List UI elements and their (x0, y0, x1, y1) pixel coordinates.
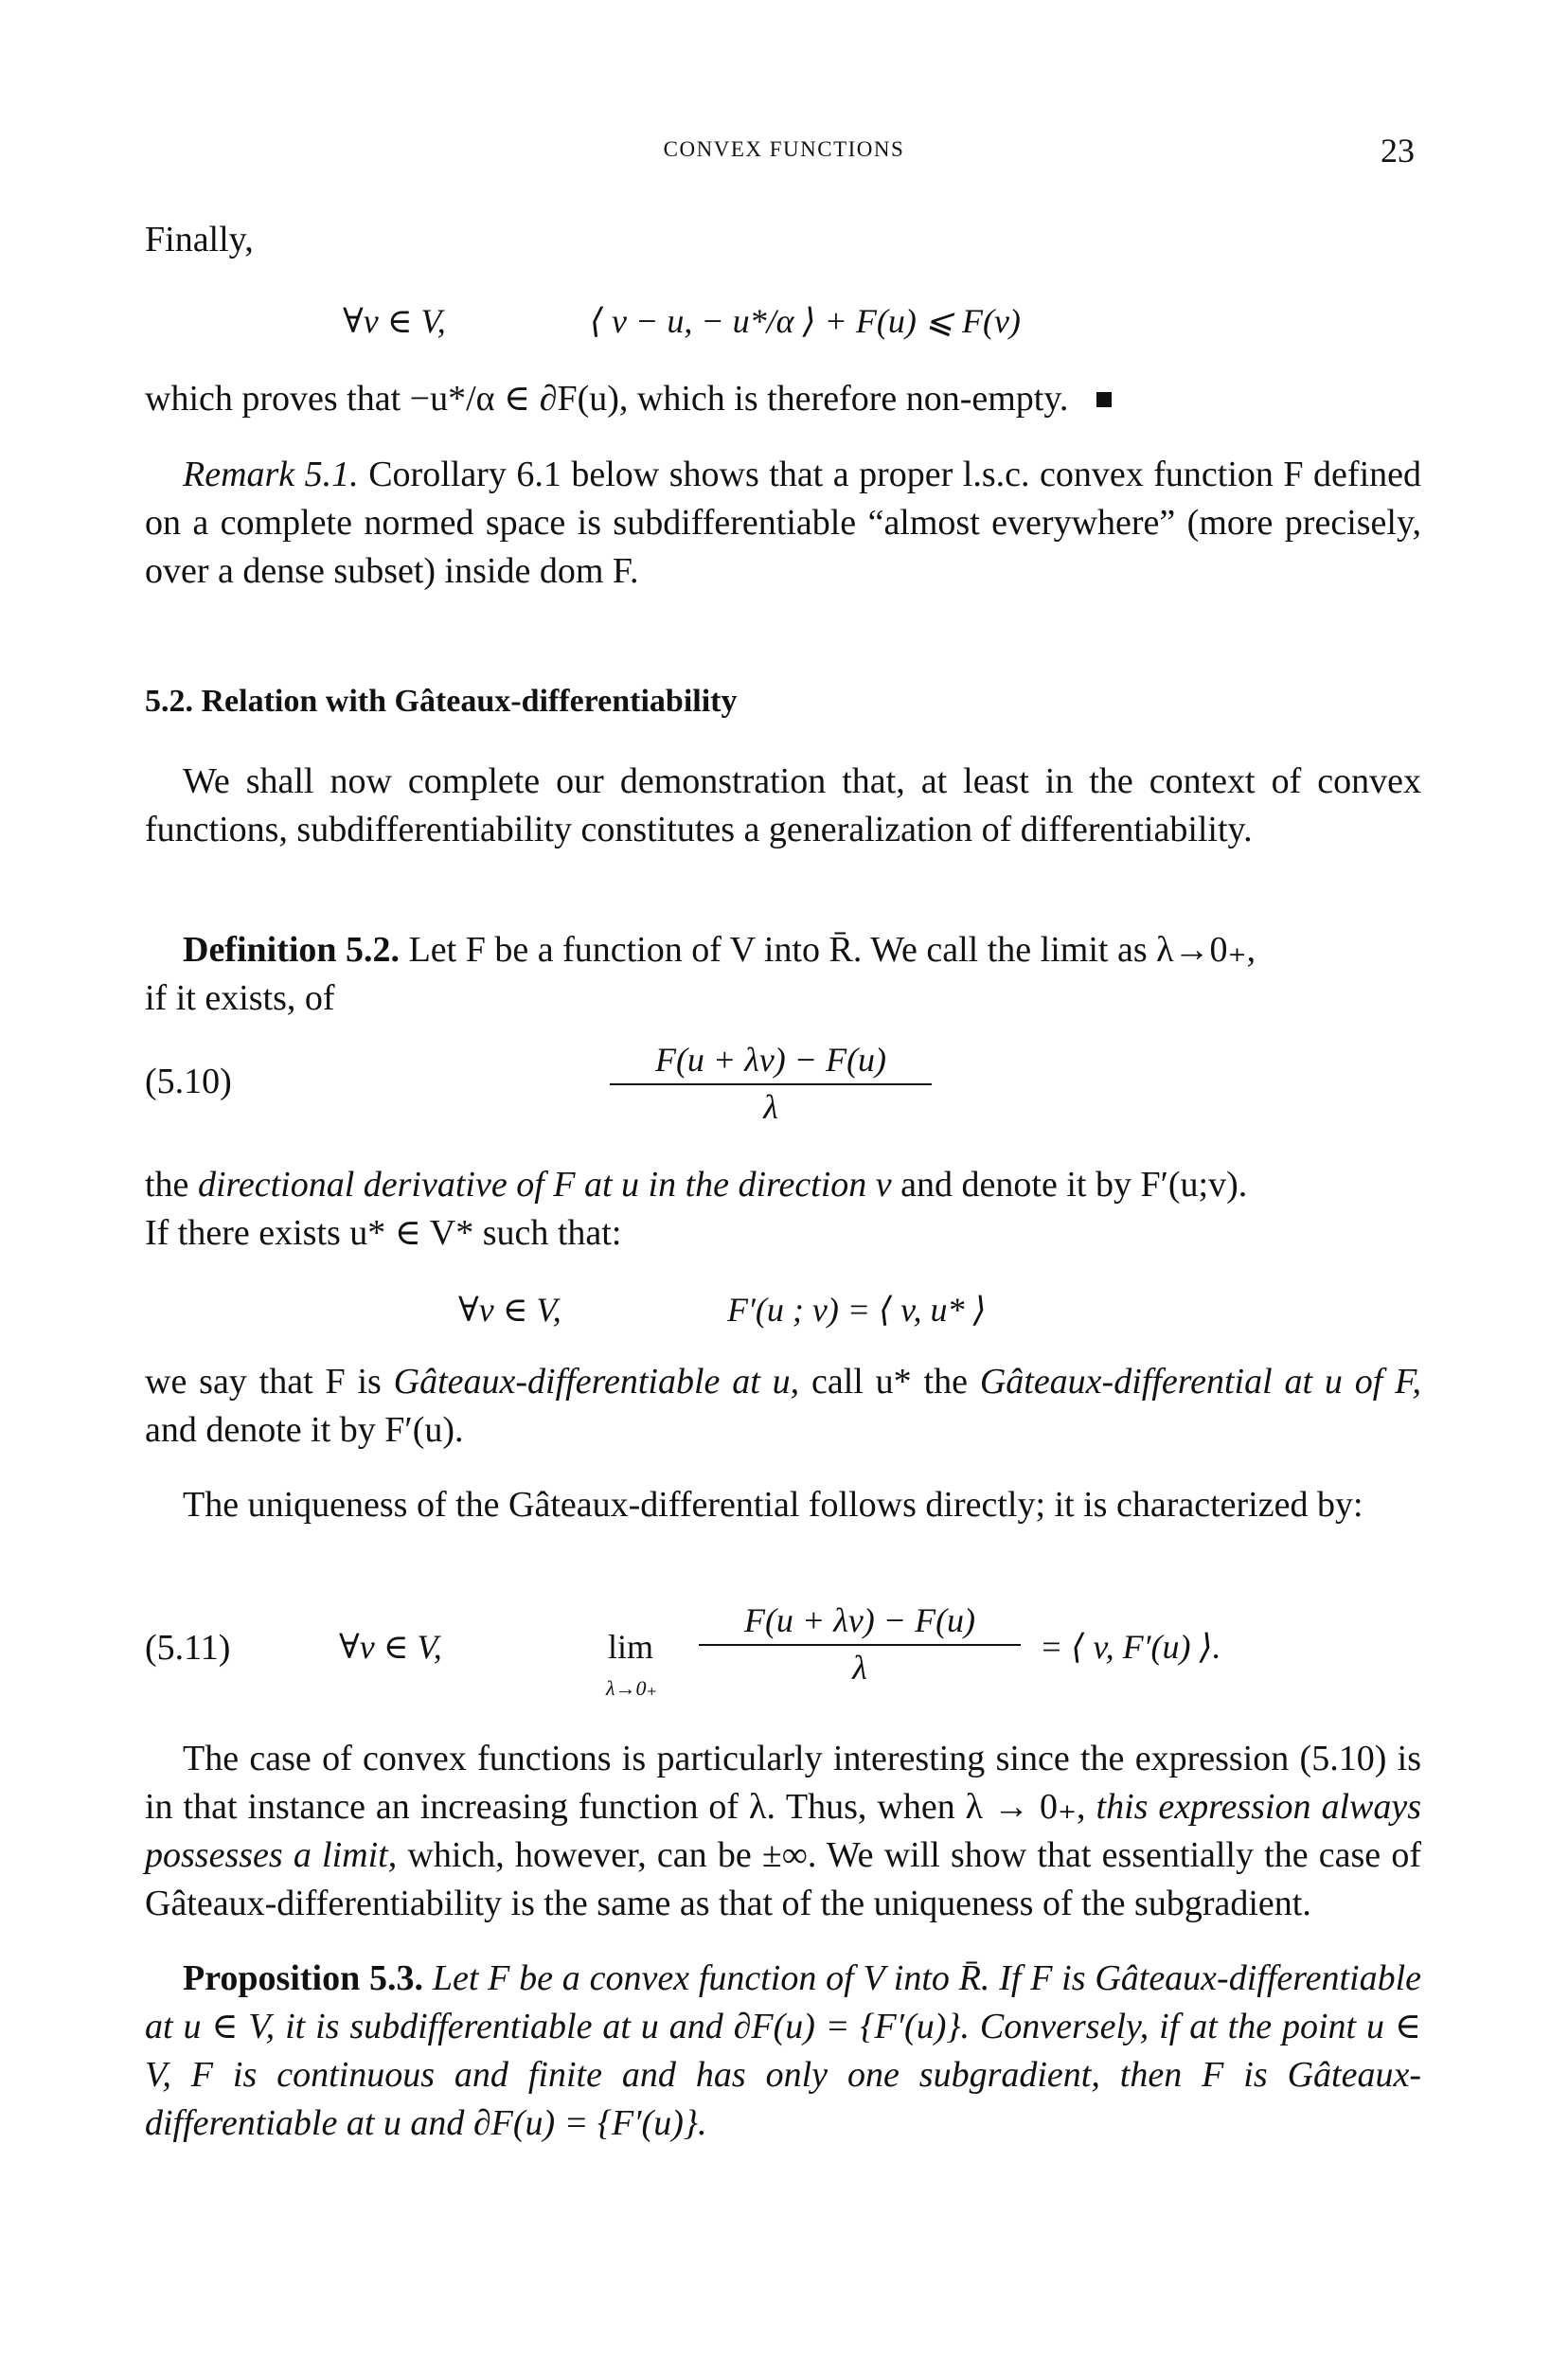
eq-511-quantifier: ∀v ∈ V, (339, 1628, 442, 1666)
eq-directional-quantifier: ∀v ∈ V, (458, 1291, 561, 1329)
eq-final-expression: ⟨ v − u, − u*/α ⟩ + F(u) ⩽ F(v) (590, 302, 1021, 340)
eq-511-label: (5.11) (145, 1628, 231, 1668)
exists-line: If there exists u* ∈ V* such that: (145, 1213, 622, 1253)
page-number: 23 (1381, 132, 1415, 170)
eq-510-numerator: F(u + λv) − F(u) (610, 1040, 932, 1085)
eq-511-fraction (699, 1600, 1021, 1688)
eq-511-lim-subscript: λ→0₊ (606, 1676, 658, 1700)
proof-end-text: which proves that −u*/α ∈ ∂F(u), which is therefore non-empty. (145, 379, 1069, 419)
eq-511-rhs: = ⟨ v, F′(u) ⟩. (1040, 1628, 1221, 1666)
eq-511-denominator: λ (852, 1649, 867, 1687)
gateaux-differential-term: Gâteaux-differential at u of F, (979, 1362, 1421, 1402)
eq-510-label: (5.10) (145, 1062, 232, 1101)
proposition-label: Proposition 5.3. (183, 1958, 424, 1998)
eq-directional-expression: F′(u ; v) = ⟨ v, u* ⟩ (727, 1291, 987, 1329)
gateaux-differentiable-term: Gâteaux-differentiable at u, (393, 1362, 800, 1402)
definition-text-b: if it exists, of (145, 978, 335, 1018)
definition-text-a: Let F be a function of V into R̄. We call the limit as λ→0₊, (408, 930, 1256, 970)
directional-derivative-term: directional derivative of F at u in the direction v (197, 1165, 892, 1205)
proposition-paragraph (145, 1955, 1421, 2148)
proof-end-paragraph (145, 375, 1421, 423)
eq-final-quantifier: ∀v ∈ V, (343, 302, 446, 340)
convex-case-paragraph: The case of convex functions is particularly interesting since the expression (5.10) is in that instance an increasing function of λ. Thus, when λ → 0₊, this expression always possesses a limit, which, however, can be ±∞. We will show that essentially the case of Gâteaux-differentiability is the same as that of the uniqueness of the subgradient. (145, 1739, 1421, 1923)
convex-case-emphasis: this expression always possesses a limit, (145, 1787, 1421, 1875)
section-heading: 5.2. Relation with Gâteaux-differentiability (145, 684, 738, 719)
eq-510-denominator: λ (763, 1088, 778, 1126)
running-header: CONVEX FUNCTIONS (663, 137, 905, 161)
eq-510-fraction (610, 1040, 932, 1127)
finally-text: Finally, (145, 220, 254, 259)
proposition-text: Let F be a convex function of V into R̄. If F is Gâteaux-differentiable at u ∈ V, it is subdifferentiable at u and ∂F(u) = {F′(u)}. Conversely, if at the point u ∈ V, F is continuous and finite and has only one subgradient, then F is Gâteaux-differentiable at u and ∂F(u) = {F′(u)}. (145, 1958, 1422, 2143)
directional-derivative-paragraph: the directional derivative of F at u in the direction v and denote it by F′(u;v). If there exists u* ∈ V* such that: (145, 1165, 1248, 1253)
eq-511-numerator: F(u + λv) − F(u) (699, 1600, 1021, 1646)
remark-label: Remark 5.1. (183, 455, 359, 494)
remark-paragraph (145, 451, 1421, 596)
uniqueness-paragraph: The uniqueness of the Gâteaux-differential follows directly; it is characterized by: (183, 1485, 1363, 1525)
eq-511-lim: lim (608, 1628, 654, 1666)
remark-text: Corollary 6.1 below shows that a proper l.s.c. convex function F defined on a complete normed space is subdifferentiable “almost everywhere” (more precisely, over a dense subset) inside dom F. (145, 455, 1421, 591)
definition-label: Definition 5.2. (183, 930, 401, 970)
qed-square-icon (1096, 392, 1112, 407)
definition-paragraph (145, 926, 1421, 1023)
gateaux-paragraph: we say that F is Gâteaux-differentiable at u, call u* the Gâteaux-differential at u of F, and denote it by F′(u). (145, 1362, 1421, 1450)
intro-paragraph: We shall now complete our demonstration that, at least in the context of convex functions, subdifferentiability constitutes a generalization of differentiability. (145, 761, 1421, 849)
